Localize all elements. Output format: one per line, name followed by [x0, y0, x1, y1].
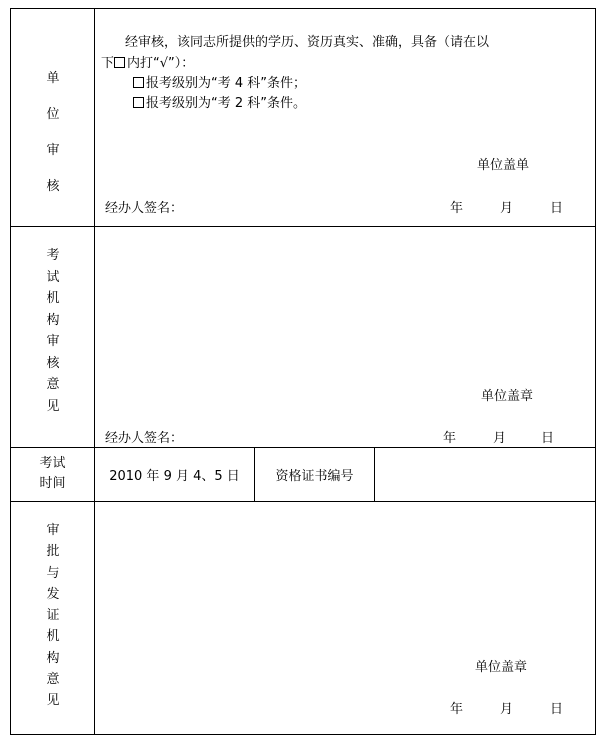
label-char: 核 [46, 355, 60, 371]
checkbox-4-subjects[interactable] [133, 77, 144, 88]
application-form-table [10, 8, 596, 735]
unit-review-label [11, 9, 95, 226]
label-char: 机 [46, 629, 60, 645]
label-char: 机 [46, 291, 60, 306]
date-day: 日 [550, 702, 564, 717]
checkbox-icon [114, 57, 125, 68]
label-char: 批 [46, 544, 60, 560]
review-statement-line2: 下 内打“√”）： [101, 56, 195, 71]
approval-content[interactable] [95, 502, 595, 734]
exam-body-stamp-label: 单位盖章 [481, 389, 534, 404]
exam-body-review-content[interactable] [95, 227, 595, 447]
unit-stamp-label: 单位盖单 [477, 158, 530, 173]
label-char: 发 [46, 586, 60, 602]
label-char: 见 [46, 693, 60, 709]
label-char: 审 [46, 334, 60, 349]
exam-time-label: 考试 时间 [11, 448, 95, 501]
unit-review-content [95, 9, 595, 226]
label-char: 单 [46, 71, 60, 86]
label-char: 审 [46, 523, 60, 538]
label-char: 证 [46, 608, 60, 624]
checkbox-2-subjects[interactable] [133, 97, 144, 108]
approval-label [11, 502, 95, 734]
unit-review-row [11, 9, 595, 227]
label-char: 考 [46, 248, 60, 263]
date-month: 月 [500, 201, 514, 216]
cert-number-field[interactable] [375, 448, 595, 501]
option-4-subjects[interactable]: 报考级别为“考 4 科”条件； [133, 72, 306, 91]
label-char: 审 [46, 143, 60, 158]
date-month: 月 [493, 431, 507, 446]
exam-body-review-row [11, 227, 595, 448]
option-2-subjects[interactable]: 报考级别为“考 2 科”条件。 [133, 92, 306, 111]
label-char: 试 [46, 269, 60, 285]
handler-signature-label: 经办人签名： [105, 431, 184, 446]
label-char: 位 [46, 107, 60, 122]
exam-time-row [11, 448, 595, 502]
label-char: 见 [46, 398, 60, 414]
date-month: 月 [500, 702, 514, 717]
date-year: 年 [443, 431, 457, 446]
cert-number-label: 资格证书编号 [255, 448, 375, 501]
label-char: 核 [46, 179, 60, 194]
approval-stamp-label: 单位盖章 [475, 660, 528, 675]
exam-body-review-label [11, 227, 95, 447]
date-year: 年 [450, 201, 464, 216]
label-char: 意 [46, 377, 60, 392]
approval-row [11, 502, 595, 734]
date-day: 日 [550, 201, 564, 216]
date-year: 年 [450, 702, 464, 717]
handler-signature-label: 经办人签名： [105, 201, 184, 216]
exam-date-value: 2010 年 9 月 4、5 日 [95, 448, 255, 501]
label-char: 构 [46, 650, 60, 666]
label-char: 构 [46, 312, 60, 328]
review-statement-line1: 经审核，该同志所提供的学历、资历真实、准确，具备（请在以 [125, 35, 490, 50]
date-day: 日 [541, 431, 555, 446]
label-char: 与 [46, 565, 60, 581]
label-char: 意 [46, 672, 60, 688]
